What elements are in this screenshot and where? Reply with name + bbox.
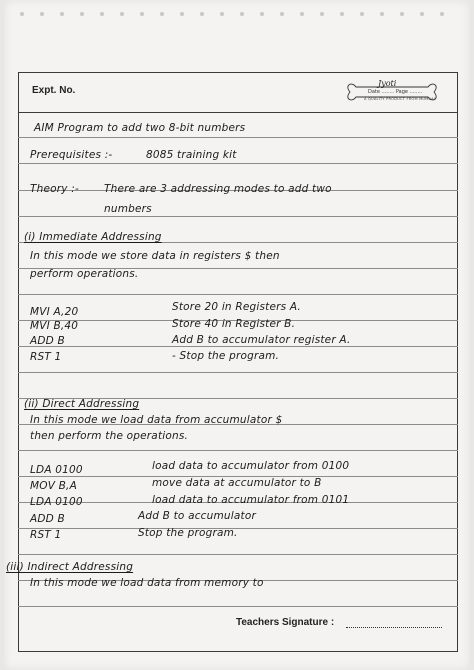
code-desc: load data to accumulator from 0100 [152,460,350,472]
section1-text-line-1: In this mode we store data in registers $ then [30,250,280,262]
theory-line-2: numbers [104,203,152,215]
code-desc: Add B to accumulator register A. [172,334,351,346]
code-instr: RST 1 [30,351,62,363]
ruled-line [18,528,458,529]
ruled-line [18,163,458,164]
brand-logo: Jyoti [378,79,397,88]
aim-line: AIM Program to add two 8-bit numbers [34,122,246,134]
prereq-value: 8085 training kit [146,149,237,161]
header-divider [18,112,458,113]
theory-label: Theory :- [30,183,79,195]
date-page-label: Date ........ Page ........ [368,89,423,95]
binder-holes [4,0,470,40]
code-instr: ADD B [30,513,65,525]
section2-text-line-2: then perform the operations. [30,430,189,442]
theory-line-1: There are 3 addressing modes to add two [104,183,332,195]
code-instr: MVI B,40 [30,320,79,332]
signature-line [346,627,442,628]
ruled-line [18,606,458,607]
code-instr: LDA 0100 [30,464,83,476]
ruled-line [18,450,458,451]
expt-no-label: Expt. No. [32,85,76,96]
code-desc: move data at accumulator to B [152,477,322,489]
brand-tagline: A QUALITY PRODUCT FROM MUMBAI [364,97,436,101]
ruled-line [18,137,458,138]
ruled-line [18,372,458,373]
teachers-signature-label: Teachers Signature : [236,617,335,628]
code-instr: LDA 0100 [30,496,83,508]
code-desc: - Stop the program. [172,350,280,362]
section-heading-direct: (ii) Direct Addressing [24,398,140,410]
section1-text-line-2: perform operations. [30,268,139,280]
brand-box [342,79,442,105]
ruled-line [18,346,458,347]
notebook-page [4,0,470,670]
code-instr: ADD B [30,335,65,347]
ruled-line [18,294,458,295]
ruled-line [18,554,458,555]
section-heading-indirect: (iii) Indirect Addressing [6,561,134,573]
code-desc: Store 20 in Registers A. [172,301,301,313]
code-instr: MOV B,A [30,480,77,492]
code-desc: Add B to accumulator [138,510,256,522]
code-desc: Store 40 in Register B. [172,318,296,330]
section2-text-line-1: In this mode we load data from accumulator $ [30,414,283,426]
prereq-label: Prerequisites :- [30,149,113,161]
code-instr: RST 1 [30,529,62,541]
code-desc: Stop the program. [138,527,238,539]
code-instr: MVI A,20 [30,306,79,318]
code-desc: load data to accumulator from 0101 [152,494,350,506]
section3-text-line-1: In this mode we load data from memory to [30,577,264,589]
section-heading-immediate: (i) Immediate Addressing [24,231,162,243]
ruled-line [18,216,458,217]
